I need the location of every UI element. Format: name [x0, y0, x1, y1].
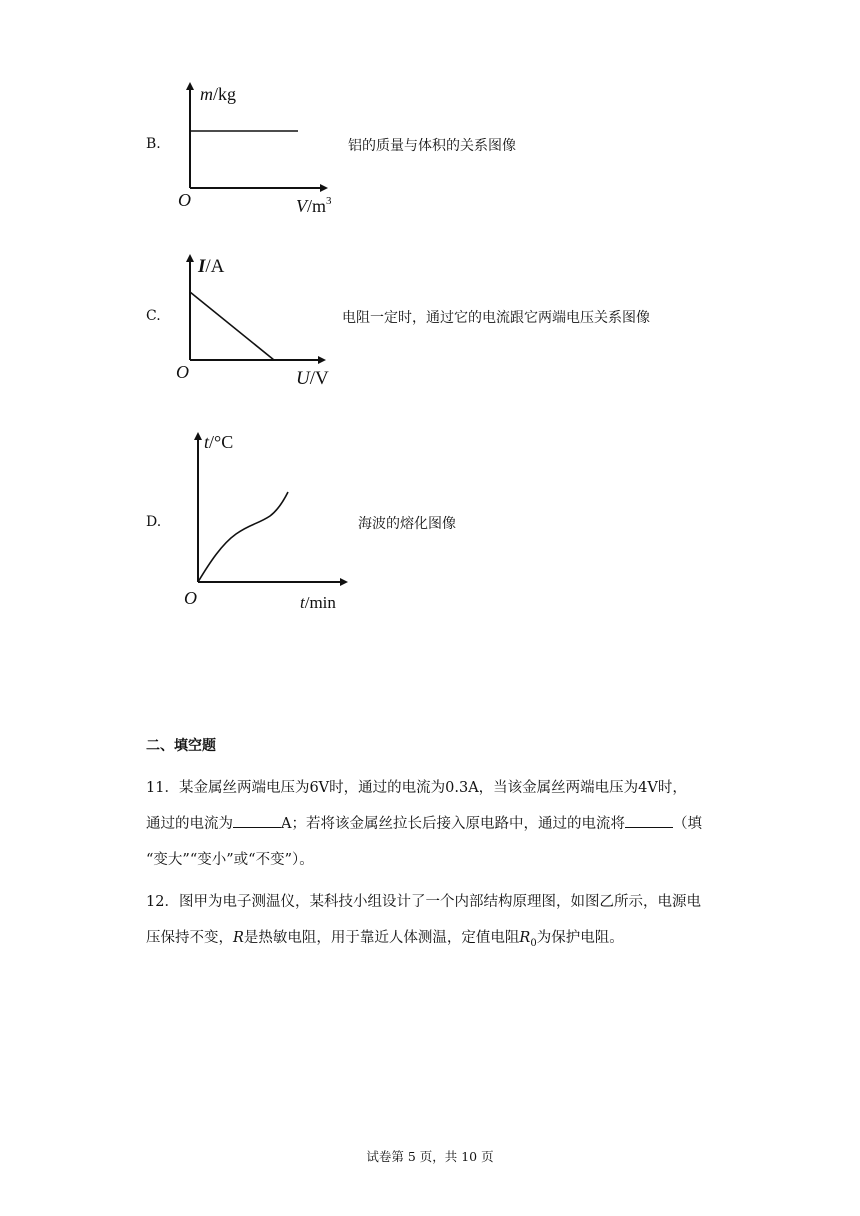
graph-b-origin: O: [178, 190, 191, 210]
svg-text:t/°C: [204, 432, 233, 452]
question-11: [146, 770, 726, 878]
svg-text:I/A: [197, 256, 225, 277]
graph-c-line: [190, 292, 274, 360]
q12-var-r: R: [233, 930, 244, 946]
graph-d-x-unit: /min: [304, 593, 336, 612]
svg-text:t/min: [300, 593, 336, 612]
graph-d-origin: O: [184, 588, 197, 608]
q12-line2: 压保持不变，R是热敏电阻，用于靠近人体测温，定值电阻$R_0$为保护电阻。: [146, 930, 624, 949]
svg-text:m/kg: [200, 84, 236, 104]
option-b-caption: 铝的质量与体积的关系图像: [348, 138, 516, 154]
graph-d: [180, 426, 360, 616]
graph-d-y-unit: /°C: [209, 432, 234, 452]
graph-b-x-unit-sup: 3: [326, 195, 332, 207]
svg-text:U/V: [296, 368, 329, 386]
page-footer: 试卷第 5 页，共 10 页: [366, 1149, 494, 1164]
graph-b-x-var: V: [296, 196, 307, 214]
graph-c-x-var: U: [296, 368, 310, 386]
graph-b-y-var: m: [200, 84, 213, 104]
option-c-letter: C.: [146, 308, 161, 324]
q12-var-r0: R: [519, 930, 531, 946]
graph-b-x-unit: /m: [307, 196, 327, 214]
q11-line1: 11．某金属丝两端电压为6V时，通过的电流为0.3A，当该金属丝两端电压为4V时，: [146, 780, 687, 796]
q11-line3: “变大”“变小”或“不变”）。: [146, 852, 314, 868]
graph-c: [172, 246, 342, 386]
graph-d-x-var: t: [300, 593, 305, 612]
option-d-caption: 海波的熔化图像: [358, 516, 456, 532]
q11-blank-2[interactable]: [625, 813, 673, 828]
q11-line2: 通过的电流为 A；若将该金属丝拉长后接入原电路中，通过的电流将 （填: [146, 806, 726, 842]
graph-c-origin: O: [176, 362, 189, 382]
graph-b-y-unit: /kg: [213, 84, 237, 104]
question-12: [146, 884, 726, 962]
graph-d-curve: [198, 492, 288, 582]
graph-c-y-unit: /A: [205, 256, 225, 277]
graph-c-y-var: I: [198, 256, 206, 277]
option-b-letter: B.: [146, 136, 161, 152]
graph-c-x-unit: /V: [309, 368, 329, 386]
section-title: 二、填空题: [146, 738, 216, 754]
graph-d-y-var: t: [204, 432, 210, 452]
option-c-caption: 电阻一定时，通过它的电流跟它两端电压关系图像: [342, 310, 650, 326]
option-d-letter: D.: [146, 514, 162, 530]
q12-line1: 12．图甲为电子测温仪，某科技小组设计了一个内部结构原理图，如图乙所示，电源电: [146, 894, 701, 910]
q12-var-r0-sub: 0: [530, 937, 537, 949]
graph-b: [174, 74, 344, 214]
q11-blank-1[interactable]: [233, 813, 281, 828]
svg-text:V/m3: [296, 195, 332, 214]
